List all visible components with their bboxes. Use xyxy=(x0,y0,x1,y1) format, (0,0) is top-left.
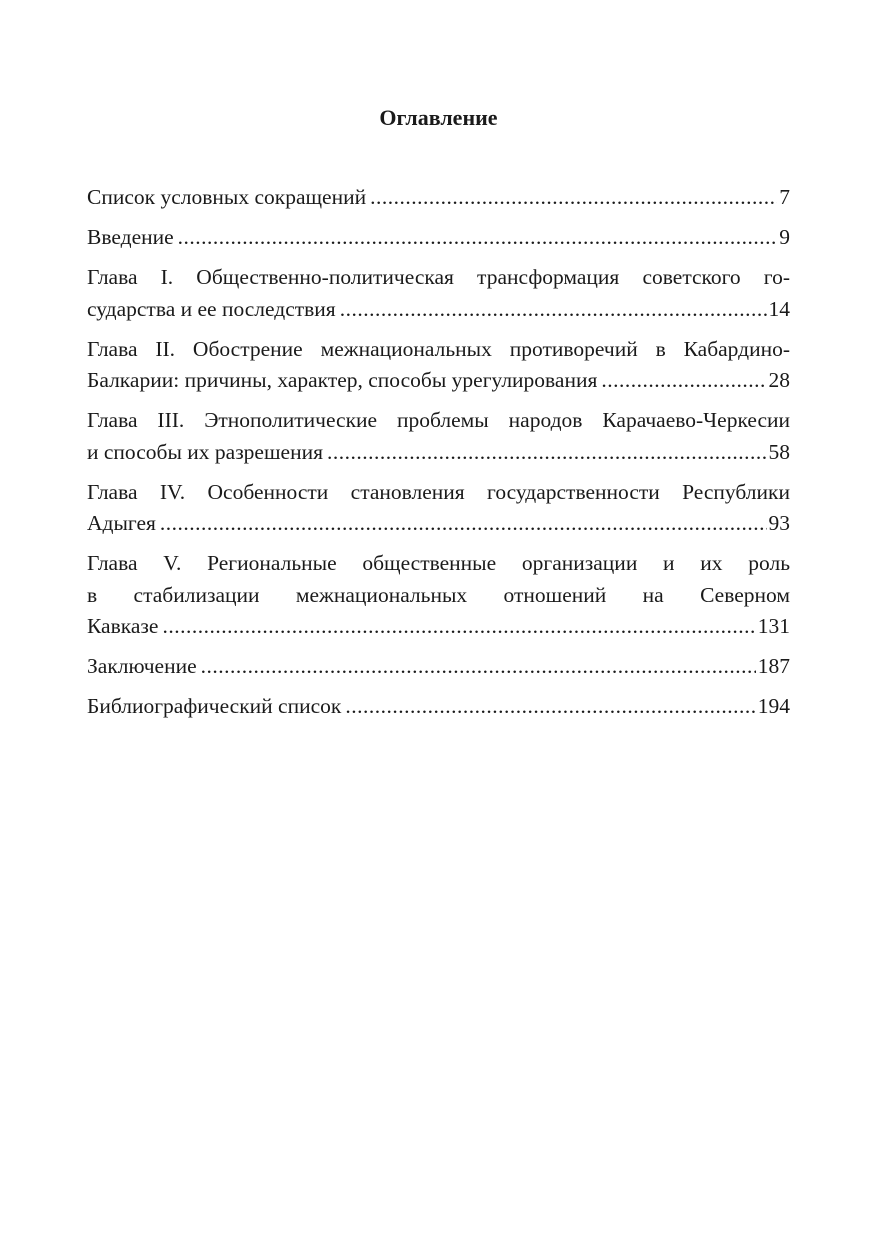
toc-page-number: 93 xyxy=(768,511,790,535)
toc-entry-title: Балкарии: причины, характер, способы урегулирования xyxy=(87,368,598,392)
toc-entry-line xyxy=(87,691,790,723)
toc-entry-line xyxy=(87,508,790,540)
page-title: Оглавление xyxy=(379,105,498,130)
toc-entry-line xyxy=(87,182,790,214)
toc-entry-title: Библиографический список xyxy=(87,694,342,718)
toc-page-number: 7 xyxy=(779,185,790,209)
toc-page-number: 9 xyxy=(779,225,790,249)
toc-entry-line xyxy=(87,437,790,469)
dot-leader xyxy=(178,222,778,254)
toc-entry-chapter-2[interactable] xyxy=(87,334,790,397)
table-of-contents xyxy=(87,182,790,723)
toc-page-number: 14 xyxy=(768,296,790,321)
toc-entry-title: Кавказе xyxy=(87,614,159,638)
toc-entry-chapter-5[interactable] xyxy=(87,548,790,643)
toc-entry-chapter-4[interactable] xyxy=(87,477,790,540)
dot-leader xyxy=(201,651,756,683)
toc-page-number: 28 xyxy=(768,368,790,392)
dot-leader xyxy=(160,508,767,540)
toc-entry-title-line: Глава IV. Особенности становления государственности Республики xyxy=(87,479,790,504)
toc-entry-line xyxy=(87,611,790,643)
toc-entry-title: и способы их разрешения xyxy=(87,439,323,464)
dot-leader xyxy=(340,294,767,326)
dot-leader xyxy=(601,365,766,397)
toc-page-number: 58 xyxy=(768,439,790,464)
toc-entry-title: сударства и ее последствия xyxy=(87,296,336,321)
toc-entry-title-line: Глава II. Обострение межнациональных противоречий в Кабардино- xyxy=(87,336,790,361)
toc-entry-chapter-3[interactable] xyxy=(87,405,790,468)
toc-page-number: 187 xyxy=(757,654,790,678)
toc-entry-bibliography[interactable] xyxy=(87,691,790,723)
toc-entry-introduction[interactable] xyxy=(87,222,790,254)
toc-entry-title: Адыгея xyxy=(87,511,156,535)
toc-entry-title: Заключение xyxy=(87,654,197,678)
dot-leader xyxy=(345,691,755,723)
toc-entry-line xyxy=(87,222,790,254)
dot-leader xyxy=(327,437,767,469)
toc-entry-abbreviations[interactable] xyxy=(87,182,790,214)
toc-entry-title: Список условных сокращений xyxy=(87,185,367,209)
toc-entry-title-line: Глава III. Этнополитические проблемы народов Карачаево-Черкесии xyxy=(87,408,790,432)
toc-entry-title-line: Глава V. Региональные общественные организации и их роль xyxy=(87,551,790,575)
toc-entry-title: Введение xyxy=(87,225,174,249)
toc-page-number: 131 xyxy=(757,614,790,638)
dot-leader xyxy=(162,611,755,643)
toc-entry-line xyxy=(87,294,790,326)
toc-entry-title-line: Глава I. Общественно-политическая трансформация советского го- xyxy=(87,265,790,289)
toc-entry-chapter-1[interactable] xyxy=(87,262,790,325)
toc-entry-line xyxy=(87,651,790,683)
toc-page-number: 194 xyxy=(757,694,790,718)
toc-entry-line xyxy=(87,365,790,397)
dot-leader xyxy=(370,182,777,214)
toc-entry-title-line: в стабилизации межнациональных отношений на Северном xyxy=(87,582,790,607)
toc-entry-conclusion[interactable] xyxy=(87,651,790,683)
